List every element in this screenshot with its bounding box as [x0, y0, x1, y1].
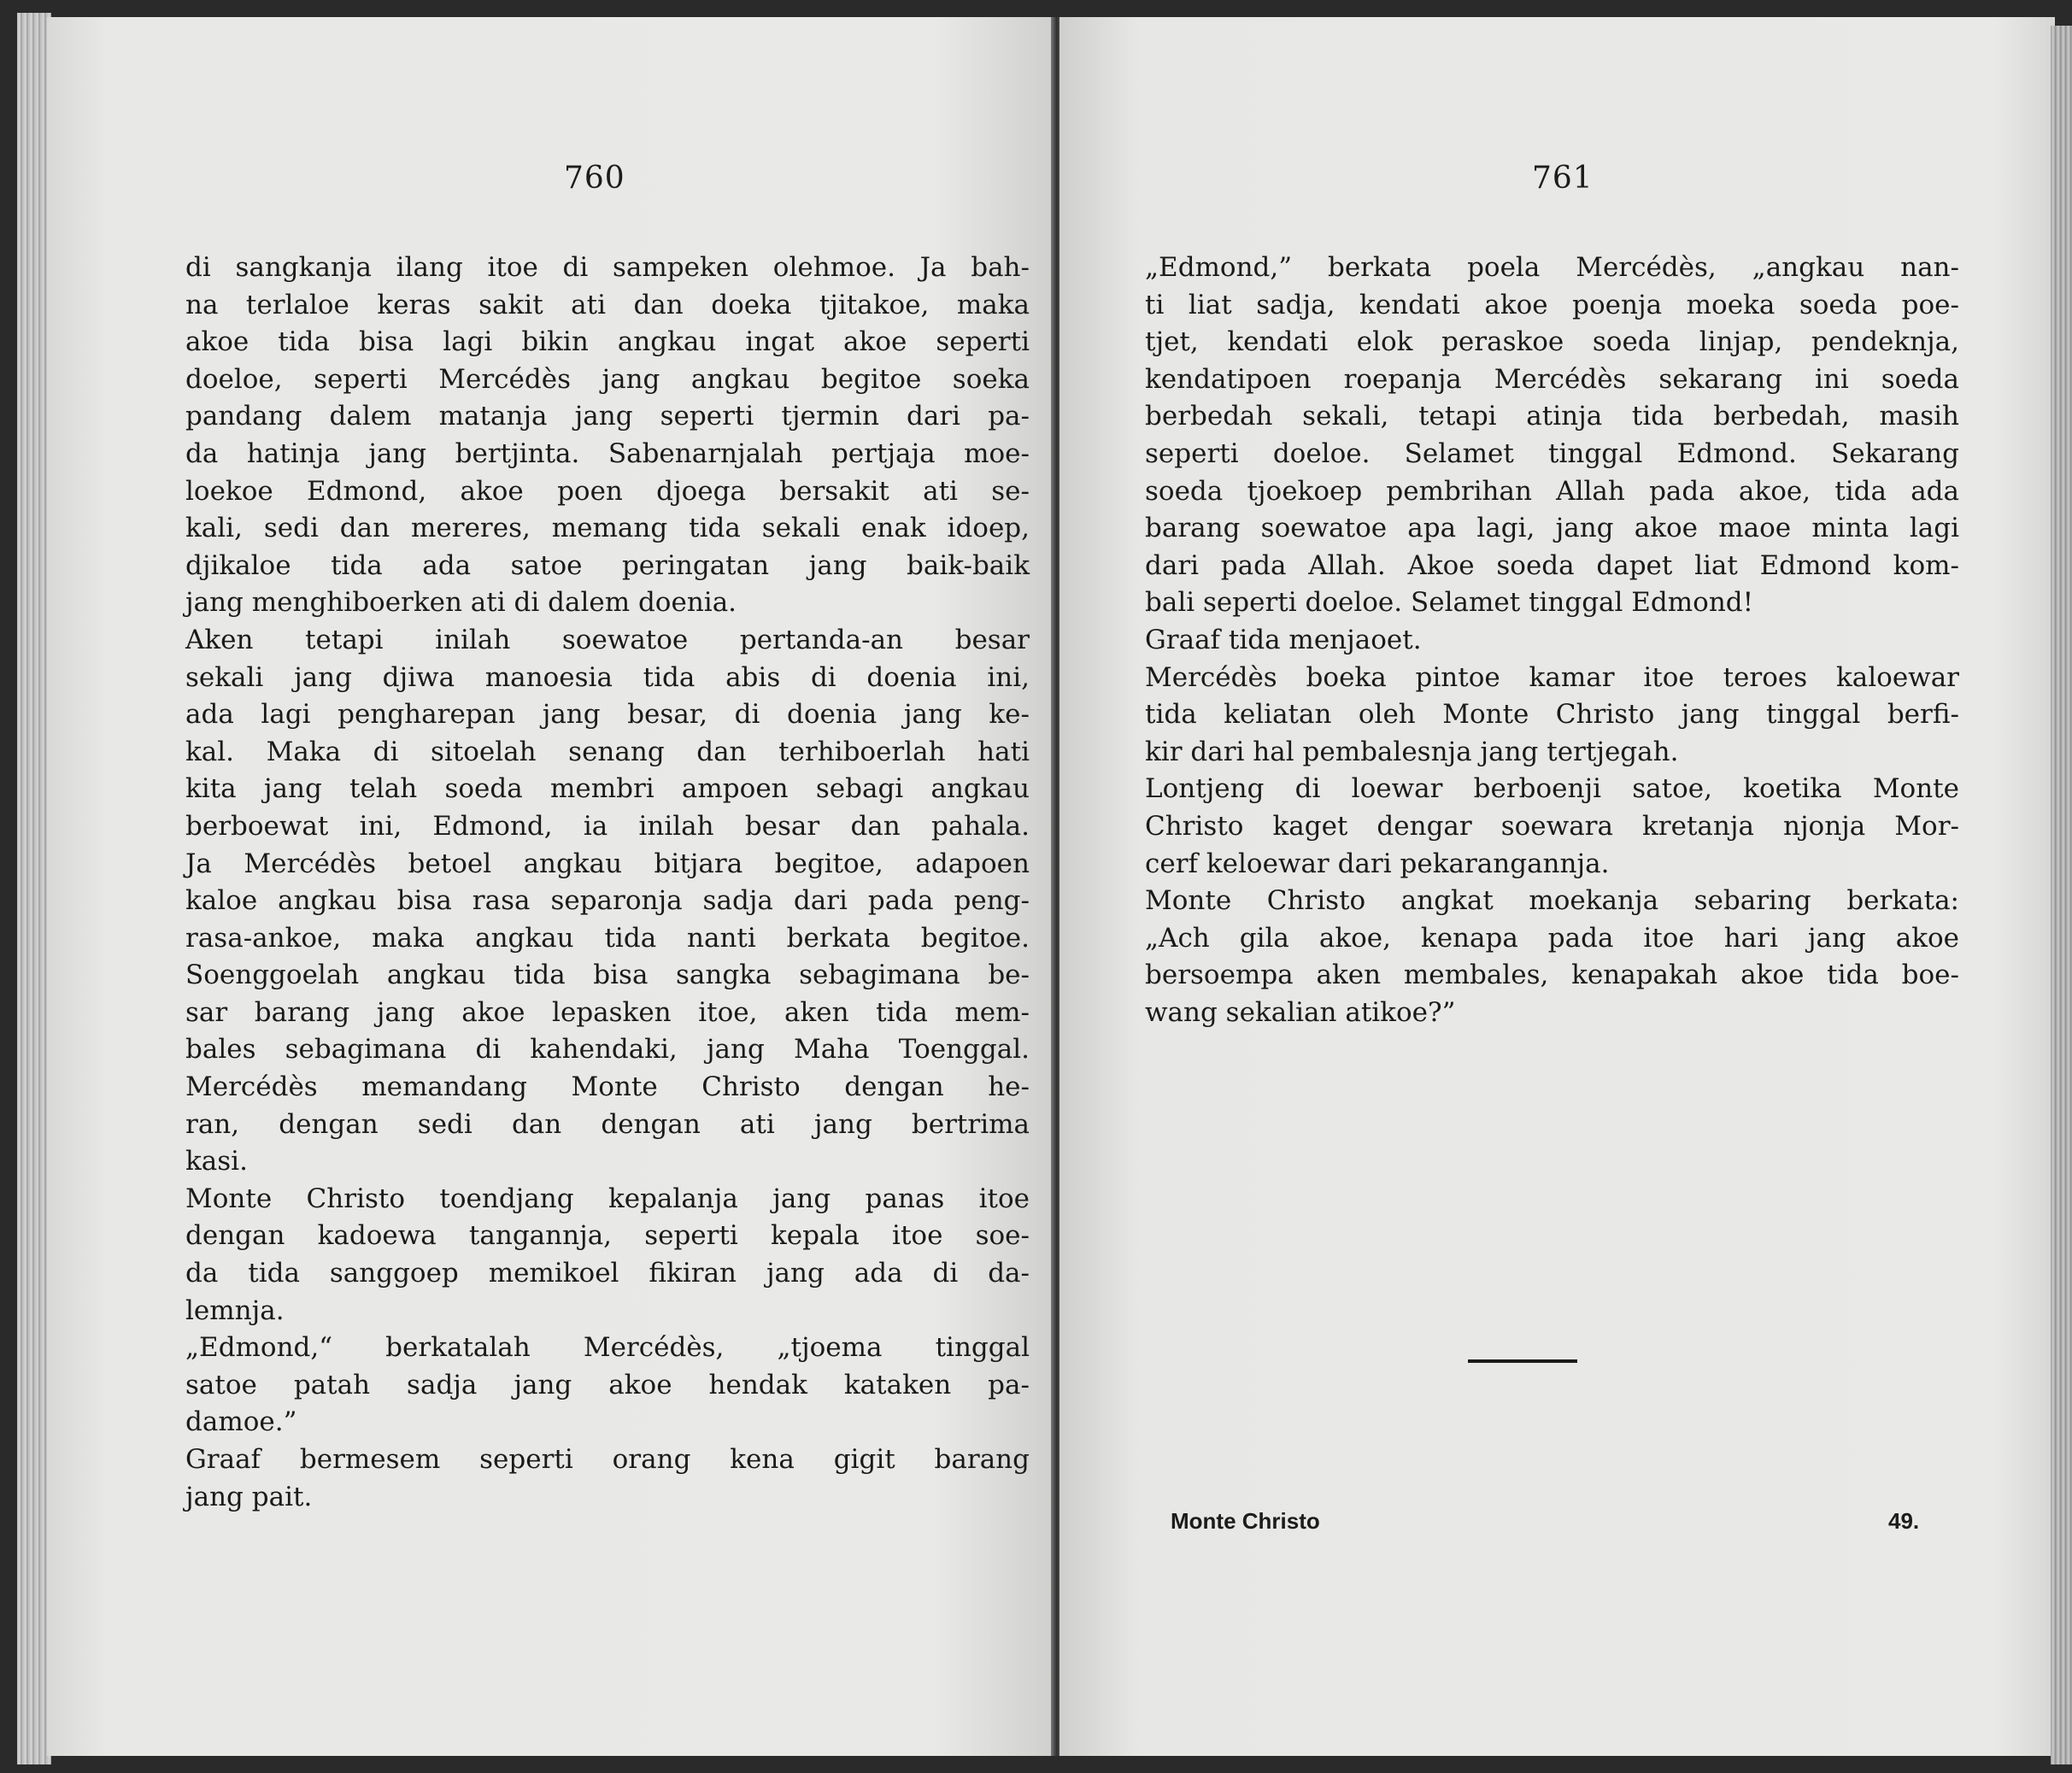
book-page-edges-right: [2051, 26, 2072, 1764]
page-text: [1145, 250, 1959, 1031]
text-line: kasi.: [185, 1146, 248, 1177]
text-line: Christo kaget dengar soewara kretanja njonja Mor-: [1145, 810, 1959, 842]
text-line: lemnja.: [185, 1295, 285, 1326]
right-page: [1059, 17, 2055, 1756]
text-line: berboewat ini, Edmond, ia inilah besar dan pahala.: [185, 810, 1030, 842]
text-line: tjet, kendati elok peraskoe soeda linjap, pendeknja,: [1145, 326, 1959, 358]
text-line: kal. Maka di sitoelah senang dan terhiboerlah hati: [185, 736, 1030, 767]
text-line: doeloe, seperti Mercédès jang angkau begitoe soeka: [185, 363, 1030, 395]
text-line: satoe patah sadja jang akoe hendak kataken pa-: [185, 1369, 1030, 1400]
text-line: da tida sanggoep memikoel fikiran jang ada di da-: [185, 1258, 1030, 1289]
text-line: „Ach gila akoe, kenapa pada itoe hari jang akoe: [1145, 922, 1959, 954]
text-line: Monte Christo angkat moekanja sebaring berkata:: [1145, 885, 1959, 917]
text-line: akoe tida bisa lagi bikin angkau ingat akoe seperti: [185, 326, 1030, 358]
page-number: 760: [564, 161, 625, 196]
text-line: Graaf tida menjaoet.: [1145, 624, 1422, 655]
text-line: dengan kadoewa tangannja, seperti kepala itoe soe-: [185, 1220, 1030, 1252]
text-line: „Edmond,“ berkatalah Mercédès, „tjoema tinggal: [185, 1332, 1030, 1364]
left-page: [47, 17, 1055, 1756]
text-line: loekoe Edmond, akoe poen djoega bersakit ati se-: [185, 475, 1030, 507]
text-line: bales sebagimana di kahendaki, jang Maha Toenggal.: [185, 1034, 1030, 1066]
text-line: ada lagi pengharepan jang besar, di doenia jang ke-: [185, 699, 1030, 731]
text-line: Ja Mercédès betoel angkau bitjara begitoe, adapoen: [185, 848, 1030, 879]
text-line: damoe.”: [185, 1406, 297, 1438]
text-line: seperti doeloe. Selamet tinggal Edmond. Sekarang: [1145, 437, 1959, 469]
text-line: rasa-ankoe, maka angkau tida nanti berkata begitoe.: [185, 922, 1030, 954]
text-line: bersoempa aken membales, kenapakah akoe tida boe-: [1145, 960, 1959, 991]
section-rule: [1468, 1359, 1577, 1363]
text-line: tida keliatan oleh Monte Christo jang tinggal berfi-: [1145, 699, 1959, 731]
text-line: Graaf bermesem seperti orang kena gigit barang: [185, 1444, 1030, 1475]
text-line: jang menghiboerken ati di dalem doenia.: [185, 587, 737, 619]
text-line: kita jang telah soeda membri ampoen sebagi angkau: [185, 773, 1030, 805]
page-text: [185, 250, 1030, 1516]
text-line: ti liat sadja, kendati akoe poenja moeka soeda poe-: [1145, 289, 1959, 320]
text-line: dari pada Allah. Akoe soeda dapet liat Edmond kom-: [1145, 549, 1959, 581]
footer-title: Monte Christo: [1171, 1508, 1320, 1534]
text-line: Monte Christo toendjang kepalanja jang panas itoe: [185, 1183, 1030, 1214]
text-line: wang sekalian atikoe?”: [1145, 996, 1456, 1028]
text-line: Lontjeng di loewar berboenji satoe, koetika Monte: [1145, 773, 1959, 805]
text-line: pandang dalem matanja jang seperti tjermin dari pa-: [185, 401, 1030, 432]
text-line: sekali jang djiwa manoesia tida abis di doenia ini,: [185, 661, 1030, 693]
text-line: kendatipoen roepanja Mercédès sekarang ini soeda: [1145, 363, 1959, 395]
text-line: barang soewatoe apa lagi, jang akoe maoe minta lagi: [1145, 513, 1959, 544]
text-line: da hatinja jang bertjinta. Sabenarnjalah pertjaja moe-: [185, 437, 1030, 469]
text-line: kali, sedi dan mereres, memang tida sekali enak idoep,: [185, 513, 1030, 544]
text-line: kir dari hal pembalesnja jang tertjegah.: [1145, 736, 1679, 767]
text-line: Soenggoelah angkau tida bisa sangka sebagimana be-: [185, 960, 1030, 991]
text-line: sar barang jang akoe lepasken itoe, aken tida mem-: [185, 996, 1030, 1028]
text-line: ran, dengan sedi dan dengan ati jang bertrima: [185, 1108, 1030, 1140]
text-line: djikaloe tida ada satoe peringatan jang baik-baik: [185, 549, 1030, 581]
page-number: 761: [1532, 161, 1594, 196]
text-line: berbedah sekali, tetapi atinja tida berbedah, masih: [1145, 401, 1959, 432]
text-line: di sangkanja ilang itoe di sampeken olehmoe. Ja bah-: [185, 252, 1030, 283]
text-line: soeda tjoekoep pembrihan Allah pada akoe, tida ada: [1145, 475, 1959, 507]
text-line: kaloe angkau bisa rasa separonja sadja dari pada peng-: [185, 885, 1030, 917]
text-line: na terlaloe keras sakit ati dan doeka tjitakoe, maka: [185, 289, 1030, 320]
footer-signature: 49.: [1888, 1508, 1920, 1534]
book-page-edges: [17, 13, 51, 1764]
text-line: Aken tetapi inilah soewatoe pertanda-an besar: [185, 624, 1030, 655]
text-line: cerf keloewar dari pekarangannja.: [1145, 848, 1610, 879]
text-line: Mercédès memandang Monte Christo dengan he-: [185, 1071, 1030, 1103]
text-line: jang pait.: [185, 1481, 313, 1512]
text-line: „Edmond,” berkata poela Mercédès, „angkau nan-: [1145, 252, 1959, 283]
text-line: bali seperti doeloe. Selamet tinggal Edmond!: [1145, 587, 1754, 619]
text-line: Mercédès boeka pintoe kamar itoe teroes kaloewar: [1145, 661, 1959, 693]
